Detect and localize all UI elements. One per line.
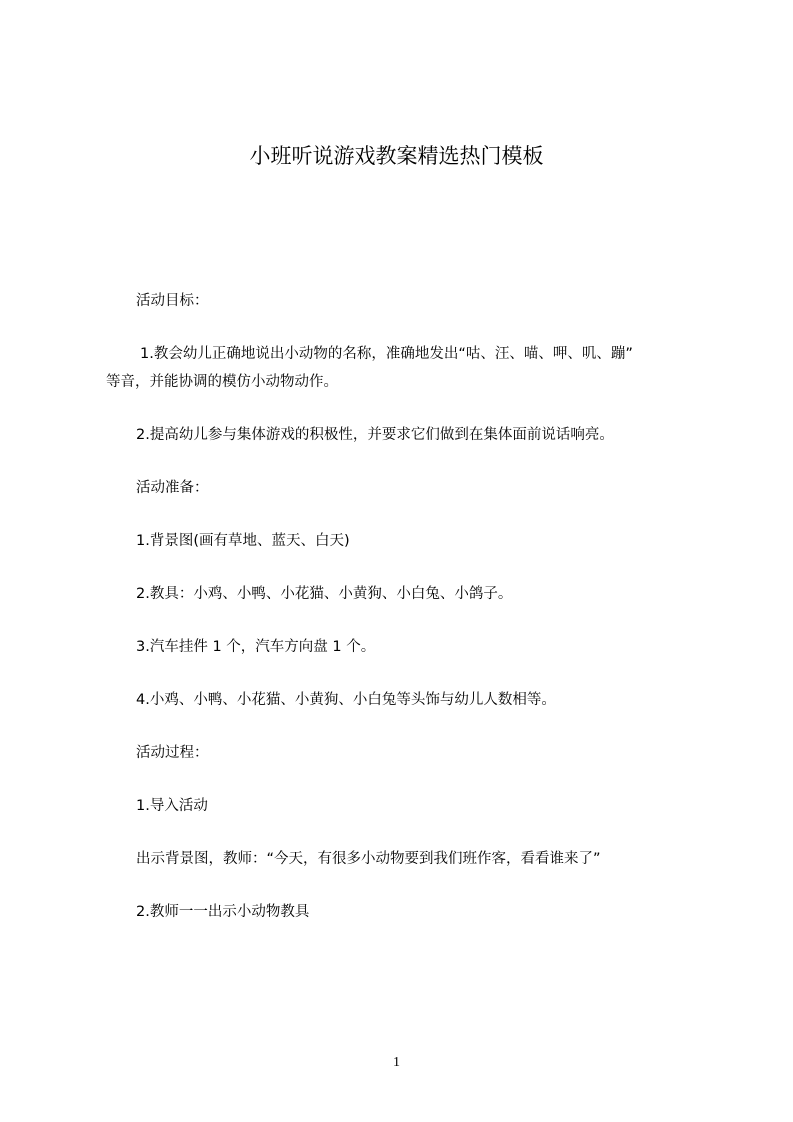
- paragraph-goal-1-line-2: 等音，并能协调的模仿小动物动作。: [106, 374, 338, 390]
- paragraph-activity-goals-heading: 活动目标：: [136, 293, 209, 309]
- paragraph-prep-2: 2.教具：小鸡、小鸭、小花猫、小黄狗、小白兔、小鸽子。: [136, 586, 513, 602]
- paragraph-prep-4: 4.小鸡、小鸭、小花猫、小黄狗、小白兔等头饰与幼儿人数相等。: [136, 692, 556, 708]
- paragraph-process-1-detail: 出示背景图，教师：“今天，有很多小动物要到我们班作客，看看谁来了”: [136, 851, 601, 867]
- page-number: 1: [393, 1055, 400, 1070]
- paragraph-process-1: 1.导入活动: [136, 798, 208, 814]
- paragraph-prep-3: 3.汽车挂件 1 个，汽车方向盘 1 个。: [136, 639, 376, 655]
- paragraph-goal-2: 2.提高幼儿参与集体游戏的积极性，并要求它们做到在集体面前说话响亮。: [136, 427, 614, 443]
- paragraph-goal-1-line-1: 1.教会幼儿正确地说出小动物的名称，准确地发出“咕、汪、喵、呷、叽、蹦”: [140, 346, 633, 362]
- paragraph-prep-1: 1.背景图(画有草地、蓝天、白天): [136, 533, 350, 549]
- paragraph-preparation-heading: 活动准备：: [136, 480, 209, 496]
- paragraph-process-2: 2.教师一一出示小动物教具: [136, 904, 310, 920]
- document-title: 小班听说游戏教案精选热门模板: [249, 144, 544, 168]
- paragraph-process-heading: 活动过程：: [136, 745, 209, 761]
